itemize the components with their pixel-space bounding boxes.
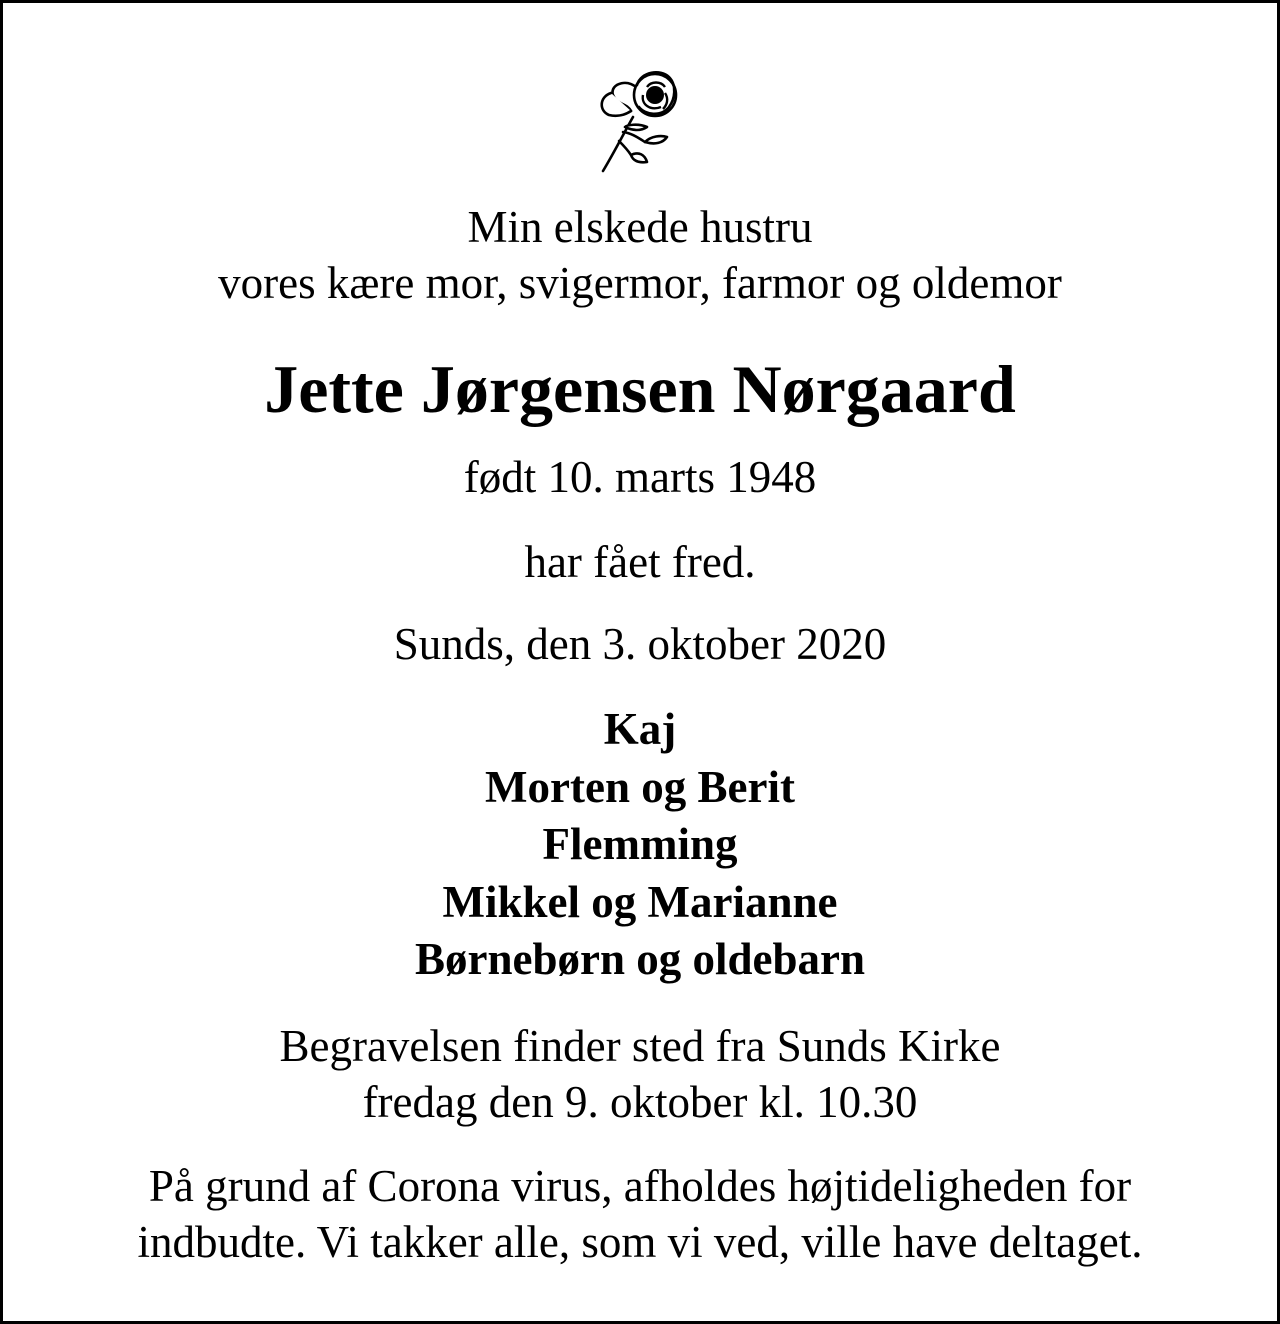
signature-line: Kaj — [603, 704, 677, 754]
intro-line: Min elskede hustru — [467, 202, 813, 252]
signature-line: Flemming — [542, 819, 738, 870]
funeral-line: fredag den 9. oktober kl. 10.30 — [362, 1077, 918, 1127]
family-signatures — [3, 701, 1277, 989]
funeral-line: Begravelsen finder sted fra Sunds Kirke — [279, 1021, 1001, 1071]
deceased-name: Jette Jørgensen Nørgaard — [264, 351, 1016, 427]
place-date: Sunds, den 3. oktober 2020 — [393, 619, 887, 669]
corona-line: indbudte. Vi takker alle, som vi ved, ville have deltaget. — [137, 1217, 1143, 1267]
corona-note — [3, 1158, 1277, 1270]
birth-date: født 10. marts 1948 — [463, 452, 817, 502]
signature-line: Morten og Berit — [485, 761, 795, 812]
rose-icon — [595, 65, 691, 175]
intro-line: vores kære mor, svigermor, farmor og oldemor — [218, 258, 1062, 308]
passed-text: har fået fred. — [524, 537, 756, 587]
signature-line: Mikkel og Marianne — [442, 876, 838, 927]
corona-line: På grund af Corona virus, afholdes højtideligheden for — [148, 1161, 1132, 1211]
funeral-info — [3, 1018, 1277, 1130]
signature-line: Børnebørn og oldebarn — [414, 934, 866, 985]
intro-text — [3, 199, 1277, 311]
